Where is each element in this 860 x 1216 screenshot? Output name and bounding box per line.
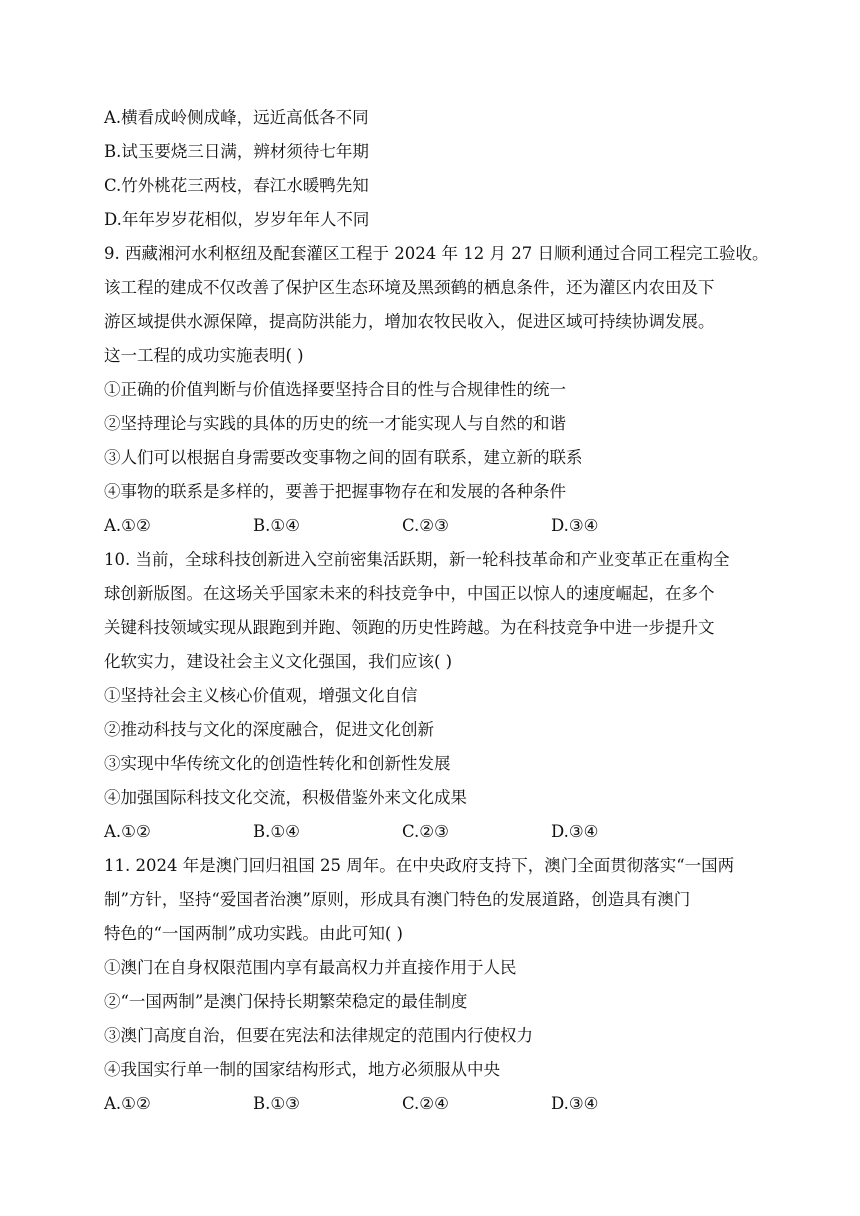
- q10-stem-line: 球创新版图。在这场关乎国家未来的科技竞争中，中国正以惊人的速度崛起，在多个: [104, 584, 715, 603]
- q9-choice-d: D.③④: [551, 516, 599, 535]
- q9-choice-c: C.②③: [402, 516, 449, 535]
- q10-choice-c: C.②③: [402, 822, 449, 841]
- q9-stem: [104, 237, 769, 373]
- q9-stem-line: 9. 西藏湘河水利枢纽及配套灌区工程于 2024 年 12 月 27 日顺利通过合同工程完工验收。: [104, 244, 769, 263]
- q10-choice-a: A.①②: [104, 822, 151, 841]
- q9-statement-4: ④事物的联系是多样的，要善于把握事物存在和发展的各种条件: [104, 482, 566, 501]
- q11-stem-line: 11. 2024 年是澳门回归祖国 25 周年。在中央政府支持下，澳门全面贯彻落实“一国两: [104, 856, 735, 875]
- q11-statement-2: ②“一国两制”是澳门保持长期繁荣稳定的最佳制度: [104, 992, 468, 1011]
- q10-statement-2: ②推动科技与文化的深度融合，促进文化创新: [104, 720, 434, 739]
- q9-stem-line: 这一工程的成功实施表明( ): [104, 346, 304, 365]
- q8-option-d: D.年年岁岁花相似，岁岁年年人不同: [104, 210, 370, 229]
- q11-statement-3: ③澳门高度自治，但要在宪法和法律规定的范围内行使权力: [104, 1026, 533, 1045]
- page-content: [104, 101, 769, 1121]
- q8-option-b: B.试玉要烧三日满，辨材须待七年期: [104, 142, 369, 161]
- q10-stem-line: 化软实力，建设社会主义文化强国，我们应该( ): [104, 652, 453, 671]
- q11-choice-d: D.③④: [551, 1094, 599, 1113]
- q9-choice-b: B.①④: [253, 516, 300, 535]
- q9-choices: [104, 509, 764, 543]
- q11-choice-a: A.①②: [104, 1094, 151, 1113]
- q11-stem-line: 制”方针，坚持“爱国者治澳”原则，形成具有澳门特色的发展道路，创造具有澳门: [104, 890, 691, 909]
- q9-choice-a: A.①②: [104, 516, 151, 535]
- q10-statement-3: ③实现中华传统文化的创造性转化和创新性发展: [104, 754, 451, 773]
- q9-stem-line: 游区域提供水源保障，提高防洪能力，增加农牧民收入，促进区域可持续协调发展。: [104, 312, 715, 331]
- q9-statement-1: ①正确的价值判断与价值选择要坚持合目的性与合规律性的统一: [104, 380, 566, 399]
- q11-choices: [104, 1087, 764, 1121]
- q10-stem-line: 关键科技领域实现从跟跑到并跑、领跑的历史性跨越。为在科技竞争中进一步提升文: [104, 618, 715, 637]
- q9-statement-3: ③人们可以根据自身需要改变事物之间的固有联系，建立新的联系: [104, 448, 583, 467]
- q10-statement-1: ①坚持社会主义核心价值观，增强文化自信: [104, 686, 418, 705]
- q10-choice-d: D.③④: [551, 822, 599, 841]
- q9-stem-line: 该工程的建成不仅改善了保护区生态环境及黑颈鹤的栖息条件，还为灌区内农田及下: [104, 278, 715, 297]
- question-8-options: [104, 101, 764, 237]
- q11-stem: [104, 849, 764, 951]
- q8-option-a: A.横看成岭侧成峰，远近高低各不同: [104, 108, 369, 127]
- q9-statement-2: ②坚持理论与实践的具体的历史的统一才能实现人与自然的和谐: [104, 414, 566, 433]
- q11-choice-b: B.①③: [253, 1094, 300, 1113]
- question-9: [104, 237, 769, 543]
- q8-option-c: C.竹外桃花三两枝，春江水暖鸭先知: [104, 176, 369, 195]
- q10-statement-4: ④加强国际科技文化交流，积极借鉴外来文化成果: [104, 788, 467, 807]
- q10-choices: [104, 815, 764, 849]
- q10-stem-line: 10. 当前，全球科技创新进入空前密集活跃期，新一轮科技革命和产业变革正在重构全: [104, 550, 730, 569]
- q11-stem-line: 特色的“一国两制”成功实践。由此可知( ): [104, 924, 403, 943]
- q10-stem: [104, 543, 764, 679]
- question-10: [104, 543, 764, 849]
- q10-choice-b: B.①④: [253, 822, 300, 841]
- q11-statement-4: ④我国实行单一制的国家结构形式，地方必须服从中央: [104, 1060, 500, 1079]
- q11-statement-1: ①澳门在自身权限范围内享有最高权力并直接作用于人民: [104, 958, 517, 977]
- question-11: [104, 849, 764, 1121]
- q11-choice-c: C.②④: [402, 1094, 449, 1113]
